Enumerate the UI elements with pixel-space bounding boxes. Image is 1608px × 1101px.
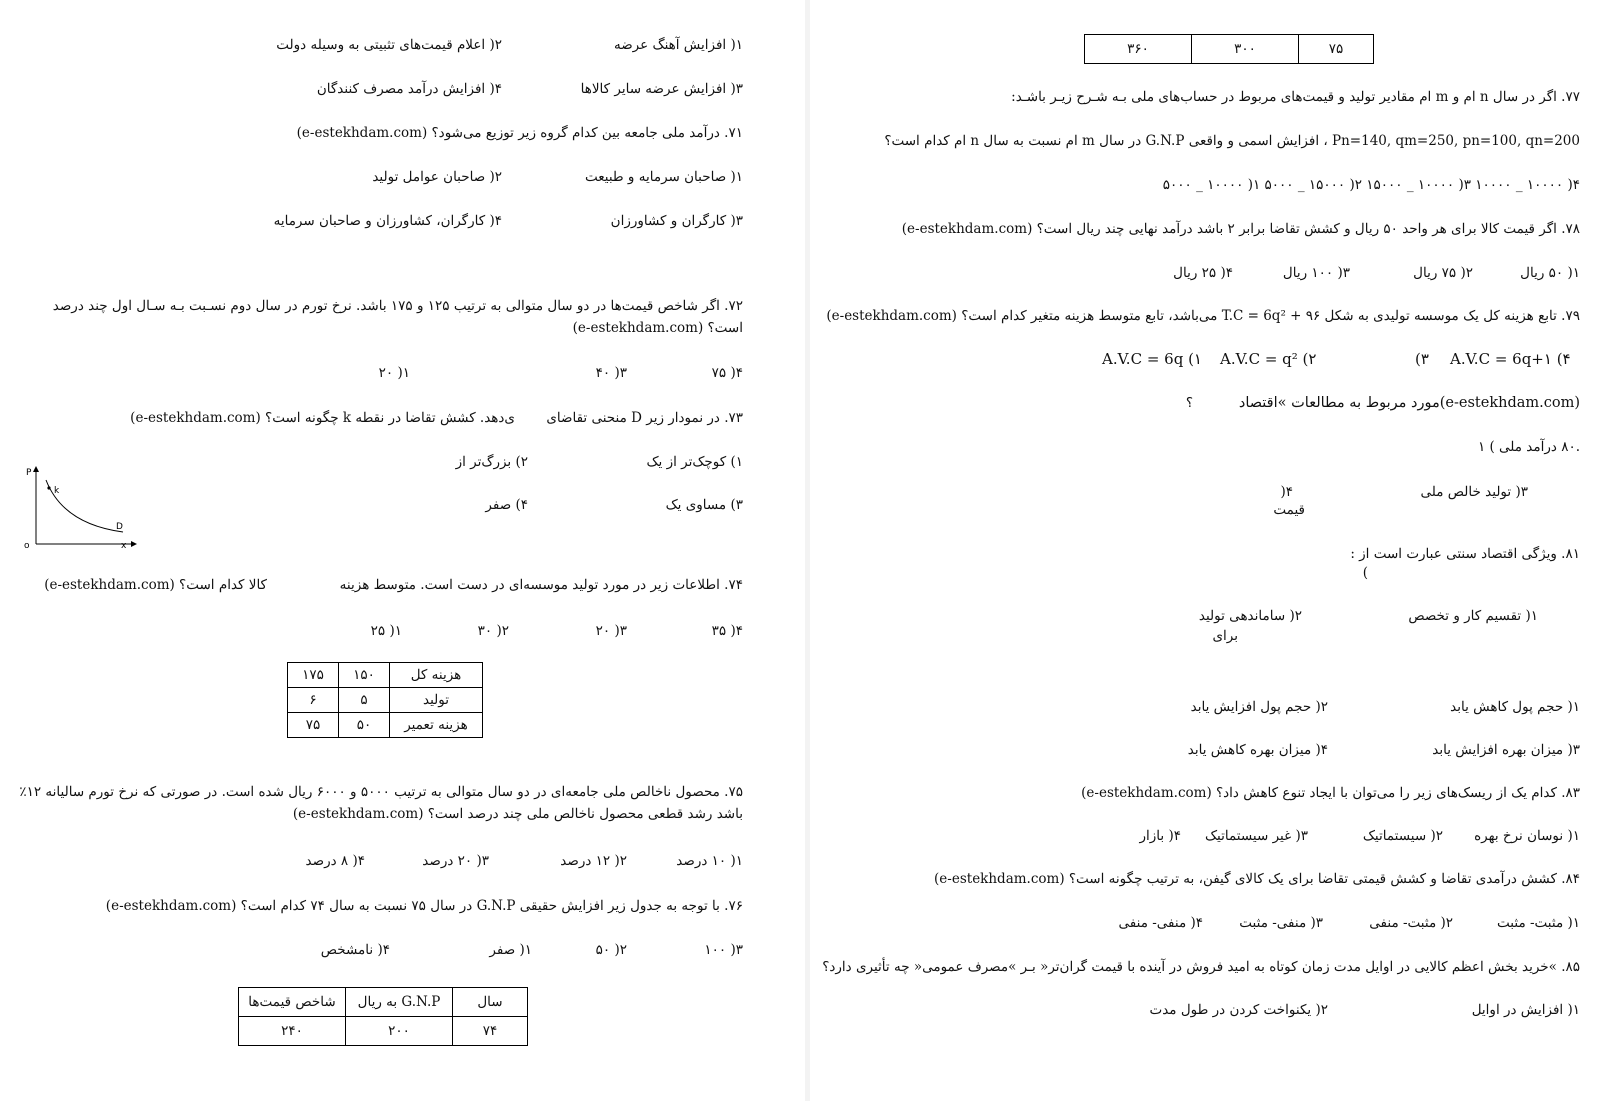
q75-option-1: ۱( ۱۰ درصد — [676, 853, 743, 869]
label-d: D — [116, 522, 123, 532]
q77-options: ۴( ۱۰۰۰۰ _ ۱۰۰۰۰ ۳( ۱۰۰۰۰ _ ۱۵۰۰۰ ۲( ۱۵۰۰۰ _ ۵۰۰۰ ۱( ۱۰۰۰۰ _ ۵۰۰۰ — [1162, 177, 1580, 193]
q79-option-3: (۳ — [1415, 350, 1429, 368]
q72-option-1: ۱( ۲۰ — [378, 365, 410, 381]
q80-preamble-mark: ؟ — [1185, 395, 1193, 411]
q70-option-4: ۴( افزایش درآمد مصرف کنندگان — [316, 81, 502, 97]
q78-option-1: ۱( ۵۰ ریال — [1520, 265, 1580, 281]
q84-option-3: ۳( منفی- مثبت — [1239, 915, 1323, 931]
q81-option-2-cont: برای — [1212, 628, 1238, 644]
q78-option-2: ۲( ۷۵ ریال — [1413, 265, 1473, 281]
q83-option-2: ۲( سیستماتیک — [1362, 828, 1443, 844]
q72-question: ۷۲. اگر شاخص قیمت‌ها در دو سال متوالی به ترتیب ۱۲۵ و ۱۷۵ باشد. نرخ تورم در سال دوم نسـبت بـه سـال اول چند درصد است؟ (e-estekhdam.com) — [52, 298, 743, 336]
q74-option-2: ۲( ۳۰ — [477, 623, 509, 639]
label-p: P — [26, 468, 32, 478]
q72-option-3: ۳( ۴۰ — [595, 365, 627, 381]
label-k: k — [54, 486, 60, 496]
q82-option-1: ۱( حجم پول کاهش یابد — [1450, 699, 1580, 715]
q85-question: ۸۵. »خرید بخش اعظم کالایی در اوایل مدت زمان کوتاه به امید فروش در آینده با قیمت گران‌تر« بـر »مصرف عمومی« چه تأثیری دارد؟ — [822, 959, 1580, 975]
table-row — [288, 713, 483, 738]
q79-question: ۷۹. تابع هزینه کل یک موسسه تولیدی به شکل T.C = 6q² + ۹۶ می‌باشد، تابع متوسط هزینه متغیر کدام است؟ (e-estekhdam.com) — [826, 308, 1580, 324]
q77-question: ۷۷. اگر در سال n ام و m ام مقادیر تولید و قیمت‌های مربوط در حساب‌های ملی بـه شـرح زیـر باشـد: — [1011, 89, 1580, 105]
table-cell: ۵۰ — [339, 713, 390, 738]
q79-option-4: A.V.C = 6q+۱ (۴ — [1450, 350, 1571, 368]
q82-option-3: ۳( میزان بهره افزایش یابد — [1432, 742, 1580, 758]
q75-option-3: ۳( ۲۰ درصد — [422, 853, 489, 869]
q83-option-3: ۳( غیر سیستماتیک — [1204, 828, 1308, 844]
q71-option-3: ۳( کارگران و کشاورزان — [610, 213, 743, 229]
q74-option-3: ۳( ۲۰ — [595, 623, 627, 639]
q73-question-part1: ۷۳. در نمودار زیر D منحنی تقاضای — [546, 410, 743, 426]
table-row — [239, 988, 528, 1017]
table-cell: ۵ — [339, 688, 390, 713]
q83-question: ۸۳. کدام یک از ریسک‌های زیر را می‌توان با ایجاد تنوع کاهش داد؟ (e-estekhdam.com) — [1081, 785, 1580, 801]
q81-question: ۸۱. ویژگی اقتصاد سنتی عبارت است از : — [1350, 546, 1580, 562]
q85-option-2: ۲( یکنواخت کردن در طول مدت — [1149, 1002, 1328, 1018]
q76-option-4: ۴( نامشخص — [320, 942, 390, 958]
q80-question: .۸۰ درآمد ملی ) ۱ — [1477, 439, 1580, 455]
table-row — [288, 688, 483, 713]
table-cell: ۷۵ — [1299, 35, 1374, 64]
y-axis-arrow — [33, 466, 39, 472]
q74-option-1: ۱( ۲۵ — [370, 623, 402, 639]
q84-question: ۸۴. کشش درآمدی تقاضا و کشش قیمتی تقاضا برای یک کالای گیفن، به ترتیب چگونه است؟ (e-estekhdam.com) — [934, 871, 1580, 887]
q76-option-2: ۲( ۵۰ — [595, 942, 627, 958]
q76-option-3: ۳( ۱۰۰ — [704, 942, 743, 958]
point-k — [47, 486, 50, 489]
q83-option-1: ۱( نوسان نرخ بهره — [1474, 828, 1580, 844]
q82-option-2: ۲( حجم پول افزایش یابد — [1190, 699, 1328, 715]
q73-option-3: ۳) مساوی یک — [665, 497, 743, 513]
q81-option-2: ۲( ساماندهی تولید — [1198, 608, 1302, 624]
table-cell: تولید — [390, 688, 483, 713]
table-row — [239, 1017, 528, 1046]
label-origin: o — [24, 541, 30, 551]
q73-option-4: ۴) صفر — [485, 497, 528, 513]
q70-option-3: ۳( افزایش عرضه سایر کالاها — [580, 81, 743, 97]
q76-question: ۷۶. با توجه به جدول زیر افزایش حقیقی G.N.P در سال ۷۵ نسبت به سال ۷۴ کدام است؟ (e-estekhdam.com) — [105, 898, 743, 914]
q74-option-4: ۴( ۳۵ — [711, 623, 743, 639]
q79-option-1: A.V.C = 6q (۱ — [1102, 350, 1202, 368]
q79-option-2: A.V.C = q² (۲ — [1220, 350, 1317, 368]
table-row — [288, 663, 483, 688]
table-row — [1085, 35, 1374, 64]
table-cell: ۳۶۰ — [1085, 35, 1192, 64]
table-cell: ۲۰۰ — [346, 1017, 453, 1046]
q73-option-2: ۲) بزرگ‌تر از — [455, 454, 528, 470]
q83-option-4: ۴( بازار — [1139, 828, 1181, 844]
q78-option-3: ۳( ۱۰۰ ریال — [1282, 265, 1350, 281]
table-cell: ۷۴ — [453, 1017, 528, 1046]
q71-option-1: ۱( صاحبان سرمایه و طبیعت — [584, 169, 743, 185]
q75-question: ۷۵. محصول ناخالص ملی جامعه‌ای در دو سال متوالی به ترتیب ۵۰۰۰ و ۶۰۰۰ ریال شده است. در صورتی که نرخ تورم سالیانه ۱۲٪ باشد رشد قطعی محصول ناخالص ملی چند درصد است؟ (e-estekhdam.com) — [19, 784, 743, 822]
table-cell: ۷۵ — [288, 713, 339, 738]
q76-table-continued — [1084, 34, 1374, 64]
q73-option-1: ۱) کوچک‌تر از یک — [646, 454, 743, 470]
table-header: شاخص قیمت‌ها — [239, 988, 346, 1017]
q84-option-4: ۴( منفی- منفی — [1118, 915, 1203, 931]
q84-option-2: ۲( مثبت- منفی — [1369, 915, 1453, 931]
label-x: x — [121, 541, 127, 551]
q81-question-tail: ) — [1362, 565, 1368, 581]
table-cell: هزینه کل — [390, 663, 483, 688]
q70-option-1: ۱( افزایش آهنگ عرضه — [613, 37, 743, 53]
x-axis-arrow — [131, 541, 137, 547]
q80-option-3: ۳( تولید خالص ملی — [1420, 484, 1528, 500]
table-cell: ۶ — [288, 688, 339, 713]
table-cell: هزینه تعمیر — [390, 713, 483, 738]
q72-option-4: ۴( ۷۵ — [711, 365, 743, 381]
q84-option-1: ۱( مثبت- مثبت — [1497, 915, 1580, 931]
q77-question-line2: Pn=140, qm=250, pn=100, qn=200 ، افزایش اسمی و واقعی G.N.P در سال m ام نسبت به سال n ام کدام است؟ — [884, 133, 1580, 149]
demand-curve-graph — [18, 462, 143, 558]
q73-question-part2: ی‌دهد. کشش تقاضا در نقطه k چگونه است؟ (e-estekhdam.com) — [130, 410, 515, 426]
q71-option-4: ۴( کارگران، کشاورزان و صاحبان سرمایه — [273, 213, 502, 229]
q85-option-1: ۱( افزایش در اوایل — [1471, 1002, 1580, 1018]
table-cell: ۲۴۰ — [239, 1017, 346, 1046]
q76-table — [238, 987, 528, 1046]
q80-preamble: (e-estekhdam.com)مورد مربوط به مطالعات »اقتصاد — [1238, 395, 1580, 411]
q71-question: ۷۱. درآمد ملی جامعه بین کدام گروه زیر توزیع می‌شود؟ (e-estekhdam.com) — [296, 125, 743, 141]
table-cell: ۳۰۰ — [1192, 35, 1299, 64]
table-header: سال — [453, 988, 528, 1017]
q78-question: ۷۸. اگر قیمت کالا برای هر واحد ۵۰ ریال و کشش تقاضا برابر ۲ باشد درآمد نهایی چند ریال است؟ (e-estekhdam.com) — [901, 221, 1580, 237]
q76-option-1: ۱( صفر — [489, 942, 532, 958]
table-cell: ۱۵۰ — [339, 663, 390, 688]
q74-question-part2: کالا کدام است؟ (e-estekhdam.com) — [44, 577, 267, 593]
q80-option-4-cont: قیمت — [1273, 502, 1305, 518]
right-page — [810, 0, 1608, 1101]
q75-option-2: ۲( ۱۲ درصد — [560, 853, 627, 869]
q71-option-2: ۲( صاحبان عوامل تولید — [372, 169, 502, 185]
q74-question-part1: ۷۴. اطلاعات زیر در مورد تولید موسسه‌ای در دست است. متوسط هزینه — [339, 577, 743, 593]
q78-option-4: ۴( ۲۵ ریال — [1173, 265, 1233, 281]
q81-option-1: ۱( تقسیم کار و تخصص — [1408, 608, 1538, 624]
q74-table — [287, 662, 483, 738]
q80-option-4: ۴( — [1280, 484, 1293, 500]
table-cell: ۱۷۵ — [288, 663, 339, 688]
table-header: G.N.P به ریال — [346, 988, 453, 1017]
q70-option-2: ۲( اعلام قیمت‌های تثبیتی به وسیله دولت — [276, 37, 502, 53]
q82-option-4: ۴( میزان بهره کاهش یابد — [1187, 742, 1328, 758]
q75-option-4: ۴( ۸ درصد — [305, 853, 365, 869]
